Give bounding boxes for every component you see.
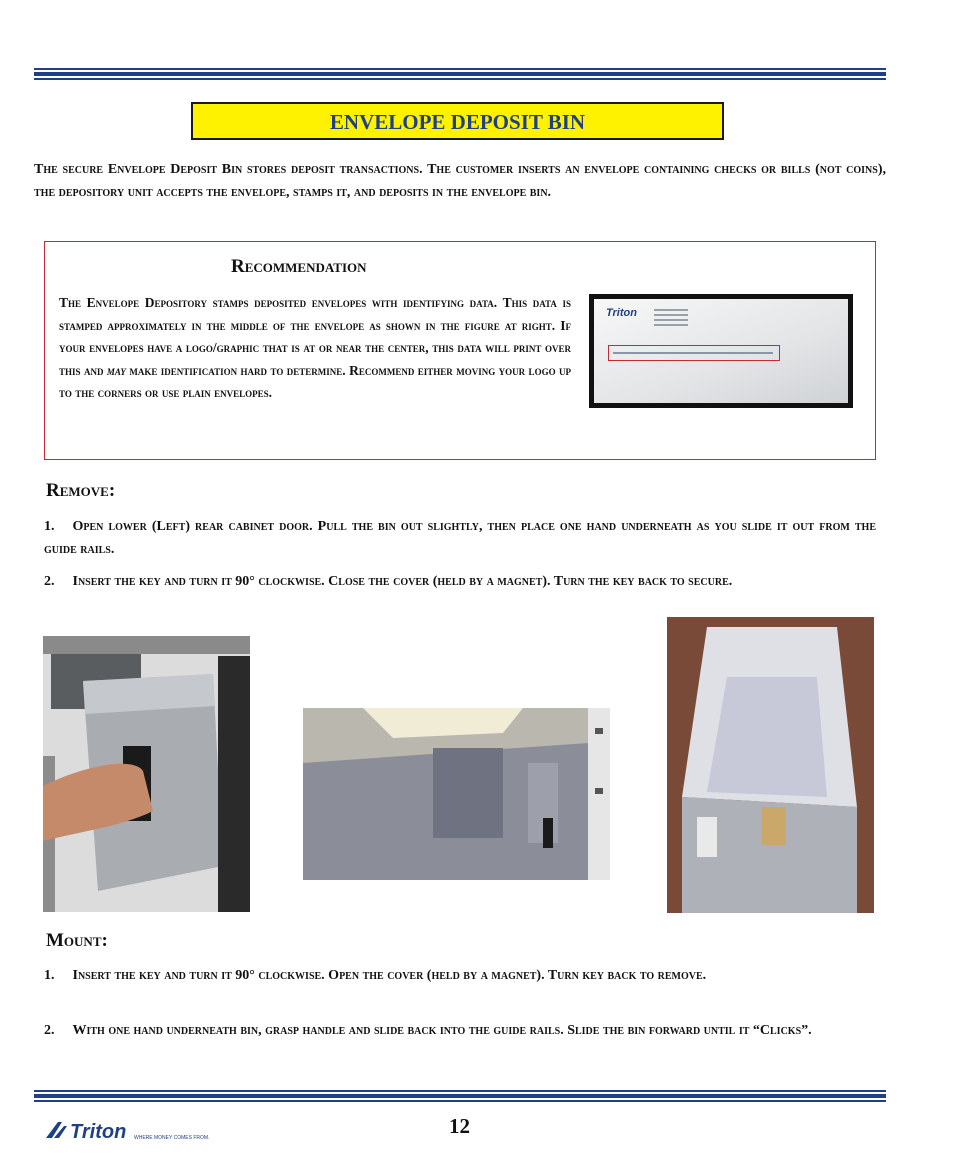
mount-step-2-text: With one hand underneath bin, grasp handle and slide back into the guide rails. Slide the bin forward until it “Clicks”. [72,1023,812,1038]
envelope-address-lines [654,309,688,329]
remove-step-2-number: 2. [44,574,55,589]
recommendation-box [44,241,876,460]
recommendation-title: Recommendation [231,256,367,277]
photo-guide-rails [303,708,610,880]
page-number: 12 [449,1114,470,1138]
mount-step-1-text: Insert the key and turn it 90° clockwise. Open the cover (held by a magnet). Turn key back to remove. [72,968,707,983]
envelope-photo [589,294,853,408]
recommendation-text [59,292,571,405]
mount-step-2 [44,1019,876,1042]
logo-tagline: WHERE MONEY COMES FROM. [134,1135,210,1141]
remove-step-2 [44,570,876,593]
remove-step-2-text: Insert the key and turn it 90° clockwise. Close the cover (held by a magnet). Turn the key back to secure. [72,574,733,589]
bottom-rule [34,1090,886,1102]
top-rule [34,68,886,80]
mount-step-1-number: 1. [44,968,55,983]
mount-heading: Mount: [46,930,108,951]
remove-step-1-number: 1. [44,519,55,534]
recommendation-text-emphasis: may [106,362,126,378]
photo-bin-removal [43,636,250,912]
recommendation-text-part1: The Envelope Depository stamps deposited envelopes with identifying data. This data is stamped approximately in the middle of the envelope as shown in the figure at right. If your envelopes have a logo/graphic that is at or near the center, this data will print over this and [59,295,571,378]
remove-step-1 [44,515,876,561]
section-title: ENVELOPE DEPOSIT BIN [191,102,724,140]
triton-logo [44,1116,219,1146]
photo-bin-open [667,617,874,913]
mount-step-1 [44,964,876,987]
remove-heading: Remove: [46,480,116,501]
intro-paragraph: The secure Envelope Deposit Bin stores deposit transactions. The customer inserts an envelope containing checks or bills (not coins), the depository unit accepts the envelope, stamps it, and deposits in the envelope bin. [34,162,886,200]
envelope-logo: Triton [606,307,637,319]
mount-step-2-number: 2. [44,1023,55,1038]
logo-wordmark: Triton [70,1121,127,1143]
recommendation-text-part2: make identification hard to determine. Recommend either moving your logo up to the corners or use plain envelopes. [59,362,571,401]
remove-step-1-text: Open lower (Left) rear cabinet door. Pull the bin out slightly, then place one hand underneath as you slide it out from the guide rails. [44,519,876,557]
envelope-stamp-highlight [608,345,780,361]
